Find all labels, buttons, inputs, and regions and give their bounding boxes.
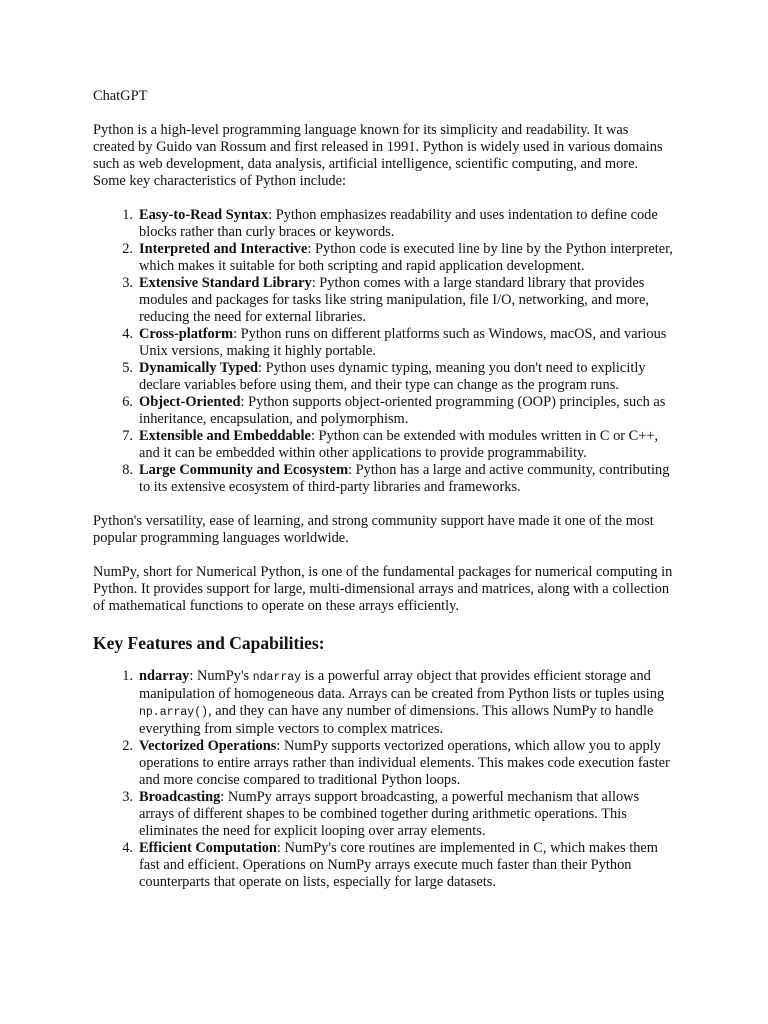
- python-intro-paragraph: Python is a high-level programming language known for its simplicity and readability. It was created by Guido van Rossum and first released in 1991. Python is widely used in various domains such as web development, data analysis, artificial intelligence, scientific computing, and more. Some key characteristics of Python include:: [93, 122, 663, 189]
- list-item-vectorized: [139, 738, 673, 789]
- list-item-text: : Python uses dynamic typing, meaning you don't need to explicitly declare variables before using them, and their type can change as the program runs.: [139, 360, 646, 393]
- list-item-broadcasting: [139, 789, 673, 840]
- document-page: [93, 88, 673, 908]
- list-item: [139, 326, 673, 360]
- list-item-term: Interpreted and Interactive: [139, 241, 308, 257]
- list-item-term: Large Community and Ecosystem: [139, 462, 349, 478]
- list-item-text: : NumPy arrays support broadcasting, a powerful mechanism that allows arrays of different shapes to be combined together during arithmetic operations. This eliminates the need for explicit looping over array elements.: [139, 789, 640, 839]
- numpy-intro-paragraph: NumPy, short for Numerical Python, is one of the fundamental packages for numerical computing in Python. It provides support for large, multi-dimensional arrays and matrices, along with a collection of mathematical functions to operate on these arrays efficiently.: [93, 564, 673, 614]
- list-item: [139, 275, 673, 326]
- list-item: [139, 360, 673, 394]
- list-item: [139, 428, 673, 462]
- list-item-text: : NumPy's core routines are implemented in C, which makes them fast and efficient. Operations on NumPy arrays execute much faster than their Python counterparts that operate on lists, especially for large datasets.: [139, 840, 658, 890]
- list-item: [139, 241, 673, 275]
- list-item-term: Cross-platform: [139, 326, 234, 342]
- inline-code: ndarray: [252, 671, 302, 684]
- list-item-ndarray: [139, 668, 673, 738]
- list-item-term: Easy-to-Read Syntax: [139, 207, 269, 223]
- python-versatility-paragraph: Python's versatility, ease of learning, and strong community support have made it one of the most popular programming languages worldwide.: [93, 513, 654, 546]
- list-item-text: is a powerful array object that provides efficient storage and manipulation of homogeneous data. Arrays can be created from Python lists or tuples using: [139, 668, 665, 702]
- list-item-text: : NumPy supports vectorized operations, which allow you to apply operations to entire arrays rather than individual elements. This makes code execution faster and more concise compared to traditional Python loops.: [139, 738, 670, 788]
- list-item-term: Object-Oriented: [139, 394, 241, 410]
- list-item-text: : Python supports object-oriented programming (OOP) principles, such as inheritance, encapsulation, and polymorphism.: [139, 394, 666, 427]
- list-item-efficient: [139, 840, 673, 891]
- list-item-term: Efficient Computation: [139, 840, 277, 856]
- list-item-text: : Python code is executed line by line by the Python interpreter, which makes it suitable for both scripting and rapid application development.: [139, 241, 673, 274]
- document-header-label: ChatGPT: [93, 88, 148, 104]
- features-heading: Key Features and Capabilities:: [93, 633, 325, 653]
- list-item-term: Extensive Standard Library: [139, 275, 312, 291]
- list-item: [139, 394, 673, 428]
- list-item-text: : Python has a large and active community, contributing to its extensive ecosystem of third-party libraries and frameworks.: [139, 462, 670, 495]
- list-item-text: , and they can have any number of dimensions. This allows NumPy to handle everything from simple vectors to complex matrices.: [139, 703, 654, 737]
- numpy-features-list: [93, 668, 673, 891]
- list-item-term: Broadcasting: [139, 789, 221, 805]
- list-item: [139, 462, 673, 496]
- inline-code: np.array(): [139, 706, 209, 719]
- python-characteristics-list: [93, 207, 673, 496]
- list-item-text: : Python runs on different platforms such as Windows, macOS, and various Unix versions, making it highly portable.: [139, 326, 667, 359]
- list-item-term: Vectorized Operations: [139, 738, 277, 754]
- list-item-term: Extensible and Embeddable: [139, 428, 311, 444]
- list-item-text: : Python can be extended with modules written in C or C++, and it can be embedded within other applications to provide programmability.: [139, 428, 659, 461]
- list-item-term: Dynamically Typed: [139, 360, 259, 376]
- list-item-text: : Python comes with a large standard library that provides modules and packages for tasks like string manipulation, file I/O, networking, and more, reducing the need for external libraries.: [139, 275, 649, 325]
- list-item-text: : Python emphasizes readability and uses indentation to define code blocks rather than curly braces or keywords.: [139, 207, 658, 240]
- list-item-term: ndarray: [139, 668, 190, 684]
- list-item: [139, 207, 673, 241]
- list-item-text: : NumPy's: [189, 668, 253, 684]
